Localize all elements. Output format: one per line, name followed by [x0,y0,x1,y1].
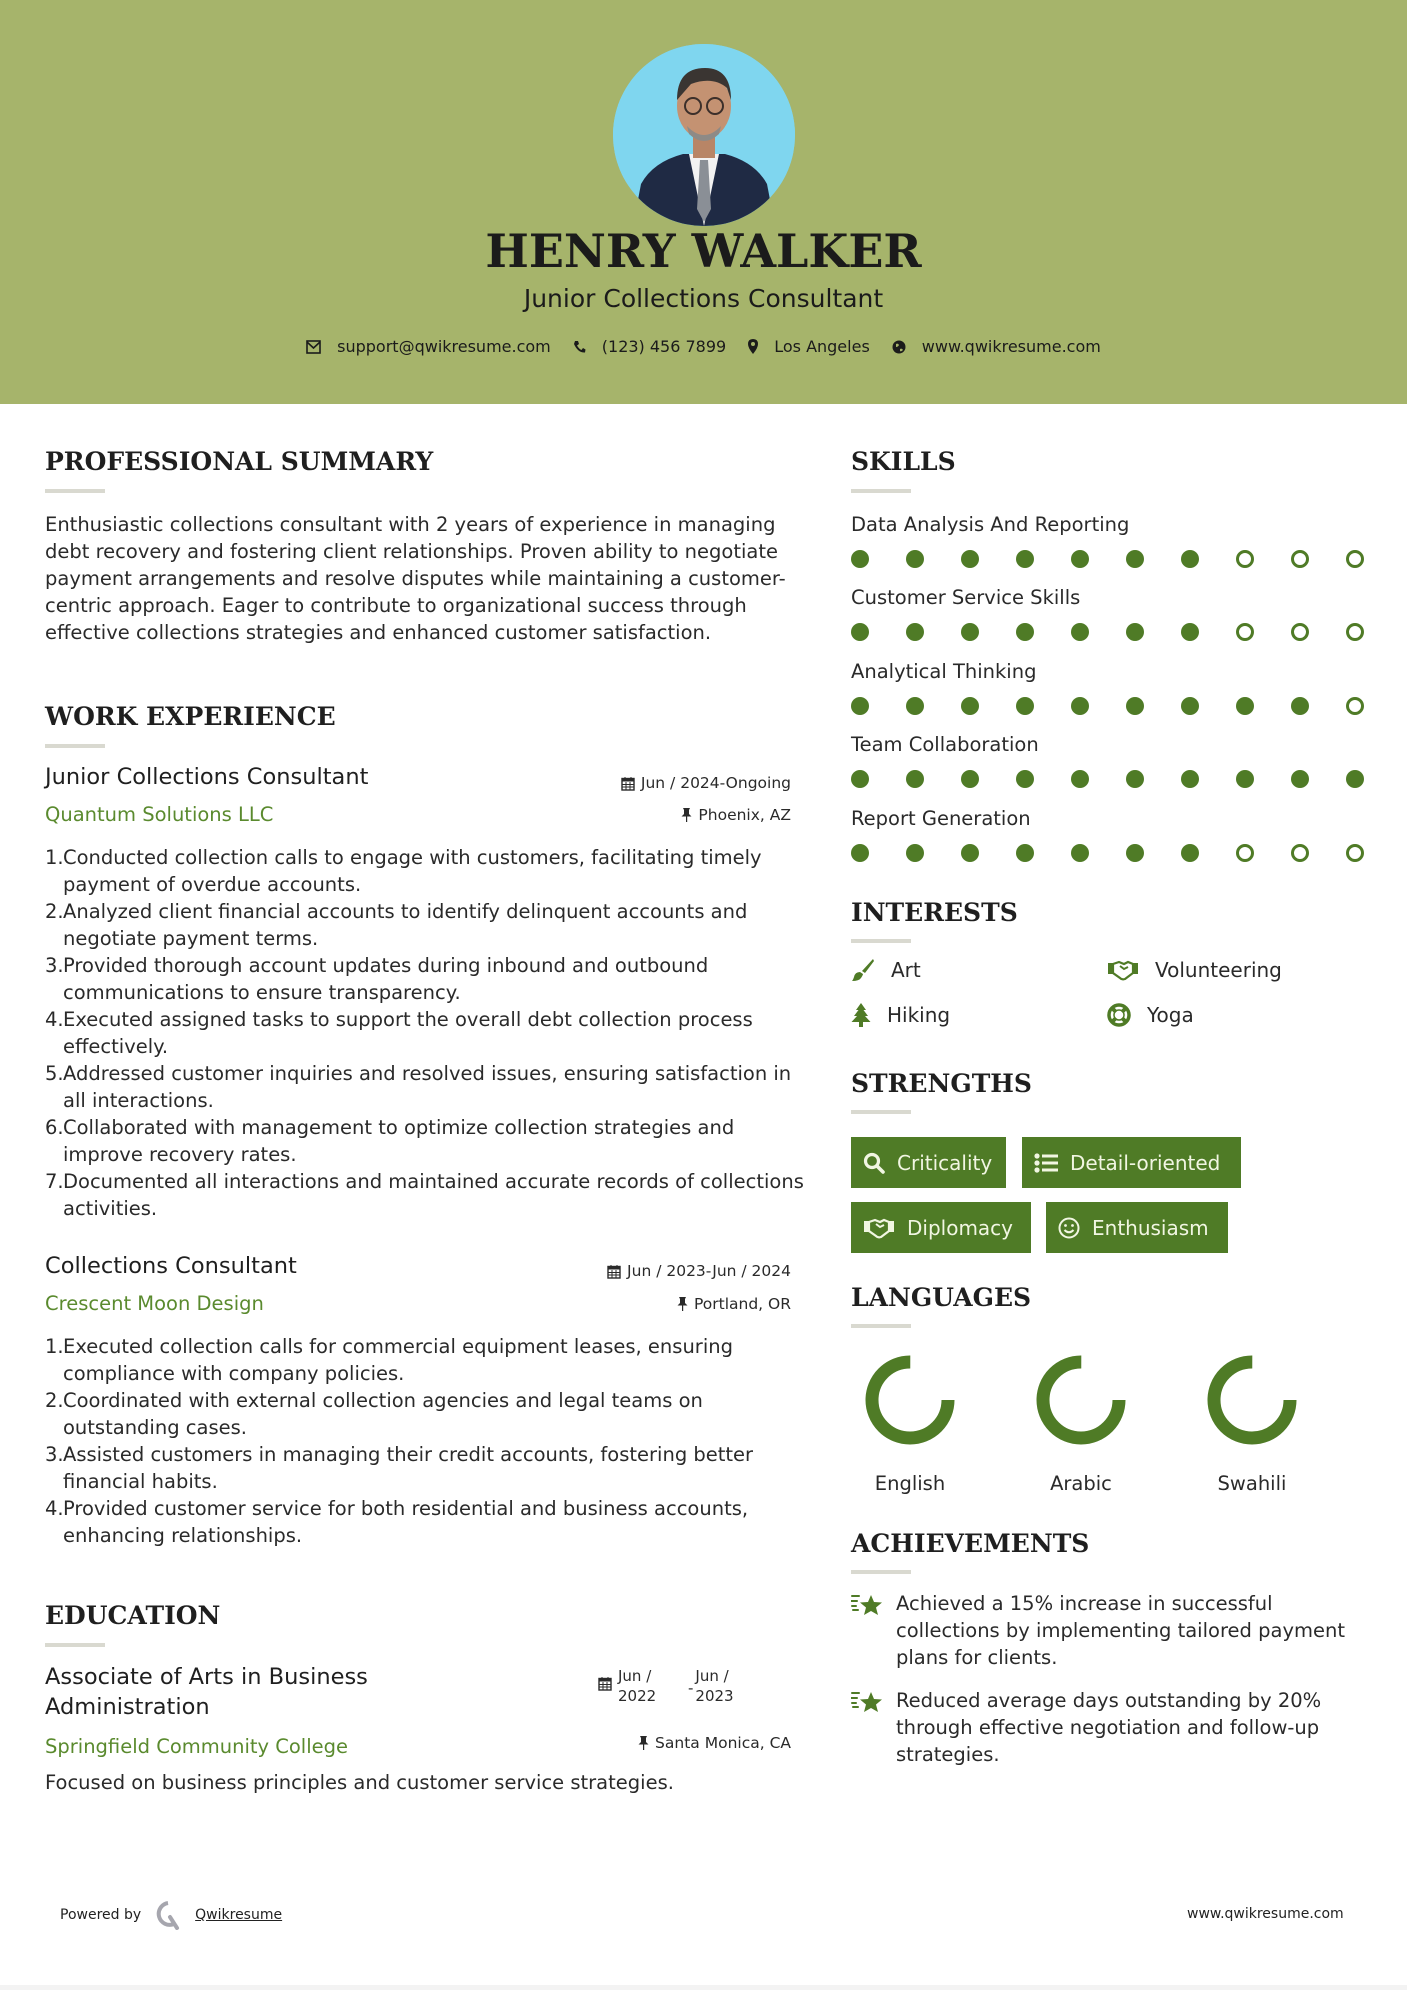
rating-dot-filled [851,623,869,641]
summary-rule [45,489,105,493]
rating-dot-filled [1181,844,1199,862]
qwikresume-link[interactable]: Qwikresume [195,1907,283,1923]
job-bullet: 3. Provided thorough account updates during inbound and outbound communications to ensure transparency. [45,954,709,1004]
rating-dot-empty [1346,697,1364,715]
strength-chip-detail-oriented: Detail-oriented [1022,1137,1241,1188]
interest-item-hiking: Hiking [851,1003,950,1027]
rating-dot-filled [906,697,924,715]
strength-chip-enthusiasm: Enthusiasm [1046,1202,1228,1253]
job-bullet: 6. Collaborated with management to optimize collection strategies and improve recovery rates. [45,1116,735,1166]
strengths-heading: STRENGTHS [851,1069,1032,1098]
strengths-rule [851,1110,911,1114]
rating-dot-filled [1071,550,1089,568]
rating-dot-filled [906,550,924,568]
education-heading: EDUCATION [45,1601,221,1630]
achievements-heading: ACHIEVEMENTS [851,1529,1090,1558]
calendar-icon [598,1676,612,1691]
page-bottom-edge [0,1985,1407,1990]
contact-phone[interactable] [573,337,726,356]
job-bullet: 5. Addressed customer inquiries and resolved issues, ensuring satisfaction in all interactions. [45,1062,792,1112]
rating-dot-empty [1291,844,1309,862]
rating-dot-empty [1236,844,1254,862]
shooting-star-icon [851,1687,896,1768]
skill-rating [851,770,1364,788]
handshake-icon [1107,959,1139,981]
rating-dot-filled [1016,770,1034,788]
rating-dot-filled [851,770,869,788]
job-bullet: 2. Coordinated with external collection agencies and legal teams on outstanding cases. [45,1389,703,1439]
skills-heading: SKILLS [851,447,956,476]
pushpin-icon [638,1736,649,1750]
strength-chip-criticality: Criticality [851,1137,1006,1188]
rating-dot-filled [1126,844,1144,862]
education-end: Jun / 2023 [695,1667,734,1705]
job-location-text: Phoenix, AZ [698,806,791,824]
job-location [681,806,791,824]
pushpin-icon [681,808,692,822]
rating-dot-empty [1236,550,1254,568]
contact-website[interactable] [892,337,1101,356]
language-item [1192,1350,1312,1495]
skill-label: Report Generation [851,807,1031,830]
phone-icon [573,340,586,354]
qwikresume-logo-icon [153,1900,183,1930]
rating-dot-empty [1346,844,1364,862]
shooting-star-icon [851,1590,896,1671]
life-ring-icon [1107,1003,1131,1027]
job-location [677,1295,791,1313]
rating-dot-filled [1016,623,1034,641]
contact-bar [0,337,1407,356]
language-progress-ring [860,1350,960,1450]
achievement-item: Achieved a 15% increase in successful collections by implementing tailored payment plans for clients. [851,1590,1371,1671]
profile-photo-image [613,44,795,226]
tree-icon [851,1003,871,1027]
candidate-name: HENRY WALKER [485,224,922,278]
language-progress-ring [1031,1350,1131,1450]
contact-location [748,337,870,356]
job-bullets [45,844,805,1222]
rating-dot-filled [1181,697,1199,715]
rating-dot-filled [961,550,979,568]
strength-chip-diplomacy: Diplomacy [851,1202,1031,1253]
smile-icon [1058,1217,1080,1239]
school-name: Springfield Community College [45,1735,349,1758]
job-title: Junior Collections Consultant [45,764,369,790]
rating-dot-filled [1126,697,1144,715]
rating-dot-filled [1181,623,1199,641]
rating-dot-filled [851,844,869,862]
job-dates [621,774,791,792]
language-name: Arabic [1050,1472,1112,1495]
job-bullet: 1. Executed collection calls for commercial equipment leases, ensuring compliance with company policies. [45,1335,733,1385]
candidate-title: Junior Collections Consultant [523,284,884,313]
contact-website-text: www.qwikresume.com [921,337,1101,356]
job-bullet: 7. Documented all interactions and maintained accurate records of collections activities. [45,1170,804,1220]
degree-title-line2: Administration [45,1694,210,1720]
interests-heading: INTERESTS [851,898,1018,927]
language-progress-ring [1202,1350,1302,1450]
rating-dot-filled [1291,770,1309,788]
profile-photo [613,44,795,226]
achievements-rule [851,1570,911,1574]
language-name: English [874,1472,946,1495]
rating-dot-filled [1181,550,1199,568]
experience-heading: WORK EXPERIENCE [45,702,336,731]
contact-location-text: Los Angeles [774,337,870,356]
rating-dot-filled [1016,844,1034,862]
rating-dot-filled [961,844,979,862]
job-dates [607,1262,791,1280]
rating-dot-empty [1346,550,1364,568]
rating-dot-filled [961,623,979,641]
rating-dot-empty [1346,623,1364,641]
languages-rule [851,1324,911,1328]
education-rule [45,1643,105,1647]
rating-dot-filled [906,770,924,788]
skill-label: Customer Service Skills [851,586,1081,609]
handshake-icon [863,1217,895,1239]
map-marker-icon [748,339,758,354]
resume-header [0,0,1407,404]
rating-dot-filled [1071,697,1089,715]
education-dates [598,1666,734,1706]
job-company: Crescent Moon Design [45,1292,264,1315]
rating-dot-filled [1181,770,1199,788]
rating-dot-filled [906,844,924,862]
skill-rating [851,623,1364,641]
calendar-icon [607,1264,621,1279]
contact-email-text: support@qwikresume.com [337,337,551,356]
search-icon [863,1152,885,1174]
job-location-text: Portland, OR [693,1295,791,1313]
job-bullet: 3. Assisted customers in managing their credit accounts, fostering better financial habits. [45,1443,754,1493]
rating-dot-filled [1071,770,1089,788]
languages-heading: LANGUAGES [851,1283,1032,1312]
interest-item-art: Art [851,958,921,982]
rating-dot-filled [1071,844,1089,862]
rating-dot-filled [1126,550,1144,568]
job-bullet: 4. Executed assigned tasks to support the overall debt collection process effectively. [45,1008,753,1058]
rating-dot-filled [1291,697,1309,715]
language-item [1021,1350,1141,1495]
experience-rule [45,744,105,748]
rating-dot-filled [1016,550,1034,568]
skill-label: Data Analysis And Reporting [851,513,1130,536]
job-title: Collections Consultant [45,1253,297,1279]
rating-dot-filled [1016,697,1034,715]
paintbrush-icon [851,958,875,982]
interest-item-yoga: Yoga [1107,1003,1194,1027]
globe-icon [892,340,906,354]
rating-dot-filled [1236,770,1254,788]
rating-dot-empty [1291,550,1309,568]
pushpin-icon [677,1297,688,1311]
footer-website[interactable]: www.qwikresume.com [1187,1906,1344,1922]
skill-label: Team Collaboration [851,733,1039,756]
language-item [850,1350,970,1495]
contact-phone-text: (123) 456 7899 [601,337,727,356]
education-date-separator: - [688,1679,694,1697]
envelope-icon [306,340,321,354]
rating-dot-filled [1346,770,1364,788]
summary-text: Enthusiastic collections consultant with 2 years of experience in managing debt recovery and fostering client relationships. Proven ability to negotiate payment arrangements and resolve disputes while maintaining a customer-centric approach. Eager to contribute to organizational success through effective collections strategies and enhanced customer satisfaction. [45,513,786,644]
interest-item-volunteering: Volunteering [1107,958,1282,982]
calendar-icon [621,776,635,791]
summary-heading: PROFESSIONAL SUMMARY [45,447,434,476]
rating-dot-filled [851,697,869,715]
rating-dot-filled [961,770,979,788]
education-description: Focused on business principles and customer service strategies. [45,1771,674,1794]
rating-dot-filled [906,623,924,641]
education-start: Jun / 2022 [618,1667,657,1705]
achievement-item: Reduced average days outstanding by 20% through effective negotiation and follow-up strategies. [851,1687,1371,1768]
powered-by-label: Powered by [60,1907,142,1923]
degree-title-line1: Associate of Arts in Business [45,1664,368,1690]
contact-email[interactable] [306,337,551,356]
list-icon [1034,1153,1058,1173]
job-bullet: 4. Provided customer service for both residential and business accounts, enhancing relationships. [45,1497,749,1547]
rating-dot-empty [1291,623,1309,641]
language-name: Swahili [1217,1472,1287,1495]
skill-rating [851,697,1364,715]
job-company: Quantum Solutions LLC [45,803,274,826]
interests-rule [851,939,911,943]
job-bullets [45,1333,805,1549]
skill-rating [851,844,1364,862]
education-location-text: Santa Monica, CA [655,1734,791,1752]
rating-dot-filled [1071,623,1089,641]
footer-powered-by [60,1900,282,1930]
job-bullet: 1. Conducted collection calls to engage with customers, facilitating timely payment of overdue accounts. [45,846,762,896]
rating-dot-filled [851,550,869,568]
education-location [638,1734,791,1752]
rating-dot-empty [1236,623,1254,641]
rating-dot-filled [1236,697,1254,715]
job-dates-text: Jun / 2023-Jun / 2024 [627,1262,791,1280]
job-bullet: 2. Analyzed client financial accounts to identify delinquent accounts and negotiate payment terms. [45,900,748,950]
rating-dot-filled [1126,623,1144,641]
skills-rule [851,489,911,493]
job-dates-text: Jun / 2024-Ongoing [640,774,791,792]
skill-label: Analytical Thinking [851,660,1037,683]
rating-dot-filled [1126,770,1144,788]
rating-dot-filled [961,697,979,715]
skill-rating [851,550,1364,568]
